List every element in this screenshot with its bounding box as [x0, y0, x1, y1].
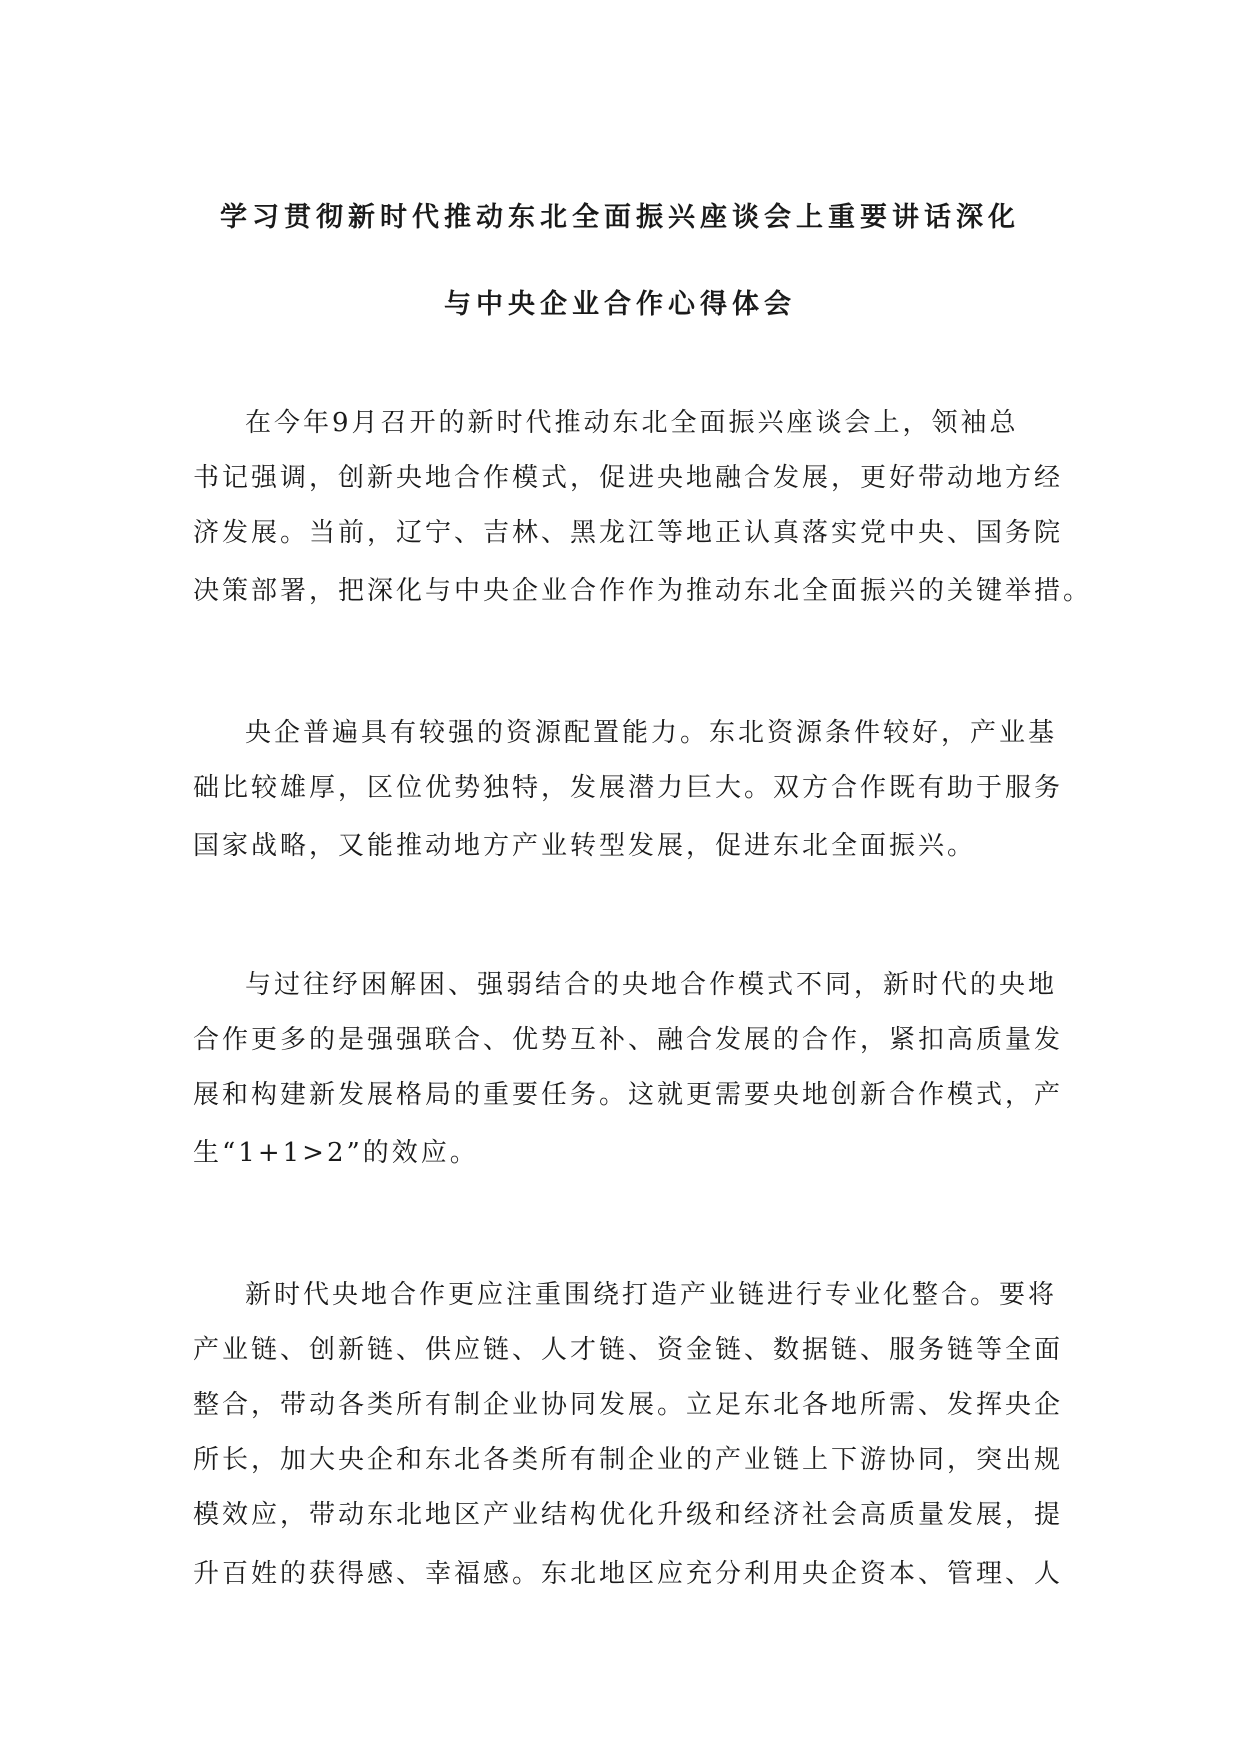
paragraph-line: 新时代央地合作更应注重围绕打造产业链进行专业化整合。要将	[245, 1280, 1058, 1310]
paragraph-line: 所长，加大央企和东北各类所有制企业的产业链上下游协同，突出规	[193, 1445, 1064, 1475]
paragraph-line: 书记强调，创新央地合作模式，促进央地融合发展，更好带动地方经	[193, 463, 1064, 493]
paragraph-line: 与过往纾困解困、强弱结合的央地合作模式不同，新时代的央地	[245, 970, 1058, 1000]
document-title-line-1: 学习贯彻新时代推动东北全面振兴座谈会上重要讲话深化	[220, 202, 1020, 233]
paragraph-line: 生“1+1>2”的效应。	[193, 1138, 479, 1168]
paragraph-line: 决策部署，把深化与中央企业合作作为推动东北全面振兴的关键举措。	[193, 576, 1093, 606]
paragraph-line: 济发展。当前，辽宁、吉林、黑龙江等地正认真落实党中央、国务院	[193, 518, 1064, 548]
paragraph-line: 国家战略，又能推动地方产业转型发展，促进东北全面振兴。	[193, 831, 977, 861]
paragraph-line: 模效应，带动东北地区产业结构优化升级和经济社会高质量发展，提	[193, 1500, 1064, 1530]
paragraph-line: 产业链、创新链、供应链、人才链、资金链、数据链、服务链等全面	[193, 1335, 1064, 1365]
paragraph-line: 在今年9月召开的新时代推动东北全面振兴座谈会上，领袖总	[245, 408, 1019, 438]
paragraph-line: 央企普遍具有较强的资源配置能力。东北资源条件较好，产业基	[245, 718, 1058, 748]
paragraph-line: 升百姓的获得感、幸福感。东北地区应充分利用央企资本、管理、人	[193, 1559, 1064, 1589]
document-title-line-2: 与中央企业合作心得体会	[444, 289, 796, 320]
paragraph-line: 础比较雄厚，区位优势独特，发展潜力巨大。双方合作既有助于服务	[193, 773, 1064, 803]
paragraph-line: 合作更多的是强强联合、优势互补、融合发展的合作，紧扣高质量发	[193, 1025, 1064, 1055]
paragraph-line: 展和构建新发展格局的重要任务。这就更需要央地创新合作模式，产	[193, 1080, 1064, 1110]
paragraph-line: 整合，带动各类所有制企业协同发展。立足东北各地所需、发挥央企	[193, 1390, 1064, 1420]
